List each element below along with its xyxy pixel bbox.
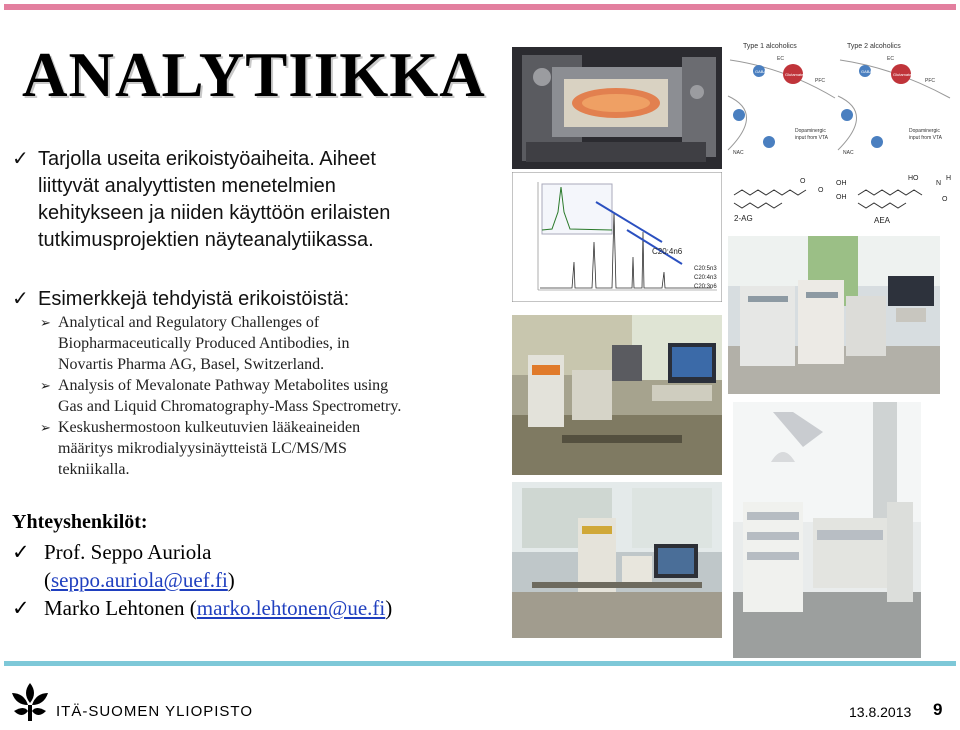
peak-label: C20:3n6 <box>694 284 717 290</box>
peak-label: C20:4n6 <box>652 247 683 256</box>
dopaminergic-label: Dopaminergic <box>909 128 940 134</box>
example-item <box>40 417 480 480</box>
page-number: 9 <box>933 700 943 719</box>
checkmark-icon: ✓ <box>12 148 29 170</box>
contacts-heading: Yhteyshenkilöt: <box>12 511 148 533</box>
nac-label: NAC <box>843 150 854 156</box>
gaba-label: GABA <box>755 69 767 74</box>
intro-text <box>38 146 468 254</box>
checkmark-icon: ✓ <box>12 540 30 564</box>
example-line: Analysis of Mevalonate Pathway Metabolites using <box>58 377 389 394</box>
paren-open: ( <box>44 568 51 592</box>
example-line: tekniikalla. <box>58 461 130 478</box>
examples-list <box>40 312 480 480</box>
lab-photo-1 <box>512 315 722 475</box>
arrow-bullet-icon: ➢ <box>40 315 51 330</box>
intro-line: kehitykseen ja niiden käyttöön erilaisten <box>38 202 391 224</box>
lab-photo-4 <box>733 402 921 658</box>
molecule-structures <box>728 165 956 231</box>
email-link-lehtonen[interactable]: marko.lehtonen@ue.fi <box>196 596 386 620</box>
example-line: Novartis Pharma AG, Basel, Switzerland. <box>58 356 325 373</box>
ec-label: EC <box>777 56 784 62</box>
glutamate-label: Glutamate <box>893 72 912 77</box>
example-line: Analytical and Regulatory Challenges of <box>58 314 320 331</box>
nac-label: NAC <box>733 150 744 156</box>
contact-name: Prof. Seppo Auriola <box>44 540 212 564</box>
example-item <box>40 375 480 417</box>
glutamate-label: Glutamate <box>785 72 804 77</box>
atom-label: HO <box>908 175 919 182</box>
input-vta-label: input from VTA <box>795 135 828 141</box>
atom-label: O <box>942 196 948 203</box>
lab-photo-2 <box>728 236 940 394</box>
example-line: Gas and Liquid Chromatography-Mass Spectrometry. <box>58 398 402 415</box>
atom-label: OH <box>836 194 847 201</box>
arrow-bullet-icon: ➢ <box>40 420 51 435</box>
paren-close: ) <box>385 596 393 620</box>
apparatus-photo <box>512 47 722 169</box>
atom-label: O <box>800 178 806 185</box>
aea-label: AEA <box>874 216 891 225</box>
example-item <box>40 312 480 375</box>
gaba-label: GABA <box>861 69 873 74</box>
arrow-bullet-icon: ➢ <box>40 378 51 393</box>
example-line: Keskushermostoon kulkeutuvien lääkeaineiden <box>58 419 361 436</box>
pfc-label: PFC <box>815 78 825 84</box>
intro-line: Tarjolla useita erikoistyöaiheita. Aiheet <box>38 148 376 170</box>
chromatogram-image <box>512 172 722 302</box>
contact-name-text: Marko Lehtonen ( <box>44 596 197 620</box>
intro-line: tutkimusprojektien näyteanalytiikassa. <box>38 229 374 251</box>
university-name: ITÄ-SUOMEN YLIOPISTO <box>56 703 253 720</box>
type2-label: Type 2 alcoholics <box>847 43 901 50</box>
ag-label: 2-AG <box>734 214 753 223</box>
uef-logo-icon <box>8 679 52 728</box>
example-line: Biopharmaceutically Produced Antibodies, in <box>58 335 350 352</box>
top-accent-bar <box>4 4 956 10</box>
slide-date: 13.8.2013 <box>849 704 912 720</box>
email-link-auriola[interactable]: seppo.auriola@uef.fi <box>51 568 228 592</box>
ec-label: EC <box>887 56 894 62</box>
neuro-diagram <box>725 38 955 158</box>
contact-name <box>44 594 392 622</box>
paren-close: ) <box>227 568 235 592</box>
peak-label: C20:4n3 <box>694 275 717 281</box>
page-title: ANALYTIIKKA <box>22 40 486 110</box>
pfc-label: PFC <box>925 78 935 84</box>
lab-photo-3 <box>512 482 722 638</box>
checkmark-icon: ✓ <box>12 596 30 620</box>
example-line: määritys mikrodialyysinäytteistä LC/MS/MS <box>58 440 347 457</box>
atom-label: N <box>936 180 942 187</box>
footer-accent-bar <box>4 661 956 666</box>
dopaminergic-label: Dopaminergic <box>795 128 826 134</box>
peak-label: C20:5n3 <box>694 266 717 272</box>
atom-label: OH <box>836 180 847 187</box>
contact-email-line <box>44 566 235 594</box>
type1-label: Type 1 alcoholics <box>743 43 797 50</box>
examples-heading: Esimerkkejä tehdyistä erikoistöistä: <box>38 288 350 310</box>
intro-line: liittyvät analyyttisten menetelmien <box>38 175 336 197</box>
atom-label: H <box>946 175 952 182</box>
atom-label: O <box>818 187 824 194</box>
input-vta-label: input from VTA <box>909 135 942 141</box>
checkmark-icon: ✓ <box>12 288 29 310</box>
